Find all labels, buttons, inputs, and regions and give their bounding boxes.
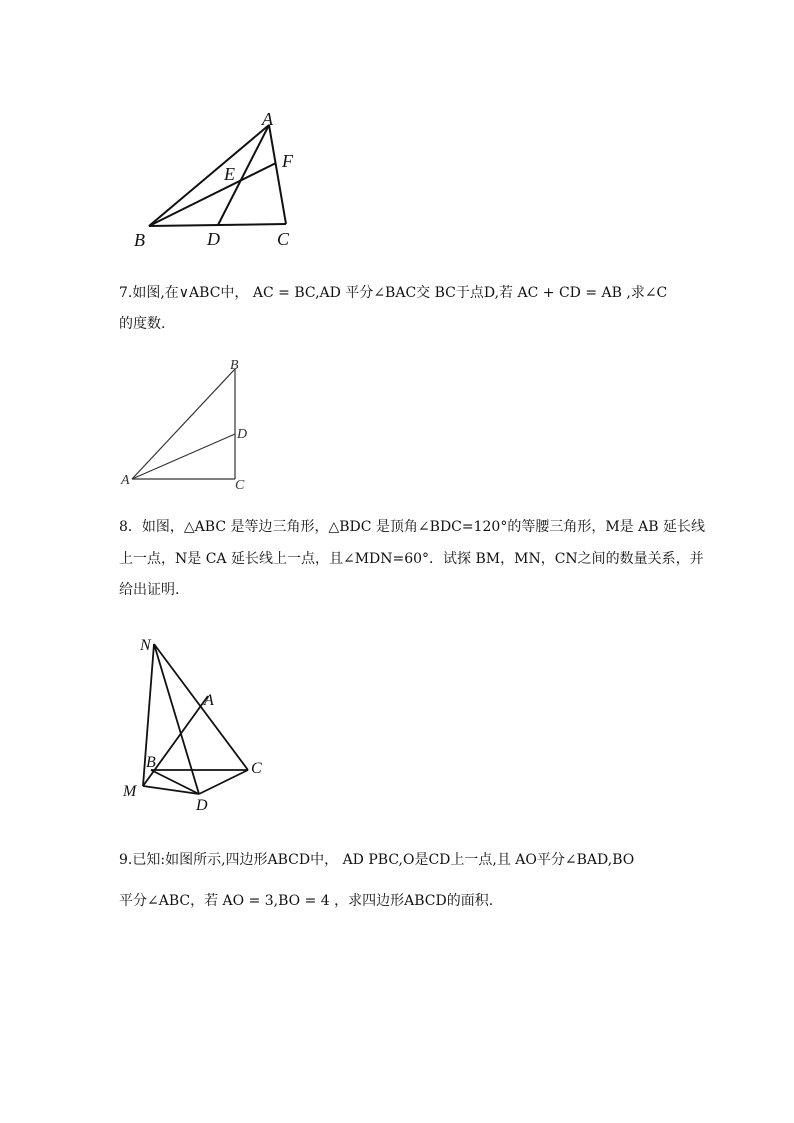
label-e: E — [224, 164, 235, 184]
segment-ma — [143, 696, 208, 786]
label-c: C — [251, 760, 262, 777]
question-8-line-2: 上一点，N是 CA 延长线上一点，且∠MDN=60°．试探 BM，MN，CN之间的数量关系，并 — [119, 551, 704, 567]
question-7-line-2: 的度数. — [119, 316, 166, 332]
segment-ad — [132, 434, 235, 479]
figure-right-triangle-abc — [115, 352, 265, 494]
label-c: C — [235, 478, 245, 493]
label-m: M — [123, 783, 137, 800]
figure-triangle-nmdc — [118, 630, 278, 820]
label-d: D — [196, 797, 208, 814]
figure-triangle-abc-efd — [130, 105, 310, 255]
label-b: B — [134, 230, 145, 250]
question-9-line-1: 9.已知:如图所示,四边形ABCD中， AD PBC,O是CD上一点,且 AO平分∠BAD,BO — [119, 852, 635, 868]
segment-ab — [132, 369, 235, 479]
label-f: F — [282, 151, 293, 171]
label-a: A — [204, 692, 214, 709]
label-n: N — [140, 637, 151, 654]
question-9-line-2: 平分∠ABC，若 AO = 3,BO = 4 ，求四边形ABCD的面积. — [119, 893, 494, 909]
label-a: A — [262, 109, 273, 129]
label-d: D — [207, 229, 220, 249]
question-7-line-1: 7.如图,在∨ABC中， AC = BC,AD 平分∠BAC交 BC于点D,若 AC + CD = AB ,求∠C — [119, 285, 668, 301]
label-c: C — [277, 229, 290, 249]
question-8-line-1: 8．如图，△ABC 是等边三角形，△BDC 是顶角∠BDC=120°的等腰三角形，M是 AB 延长线 — [119, 519, 705, 535]
segment-dc — [199, 770, 248, 794]
label-b: B — [230, 358, 239, 373]
label-b: B — [146, 754, 156, 771]
label-a: A — [121, 473, 130, 488]
question-8-line-3: 给出证明. — [119, 582, 180, 598]
segment-ac — [269, 125, 286, 224]
label-d: D — [237, 427, 248, 442]
